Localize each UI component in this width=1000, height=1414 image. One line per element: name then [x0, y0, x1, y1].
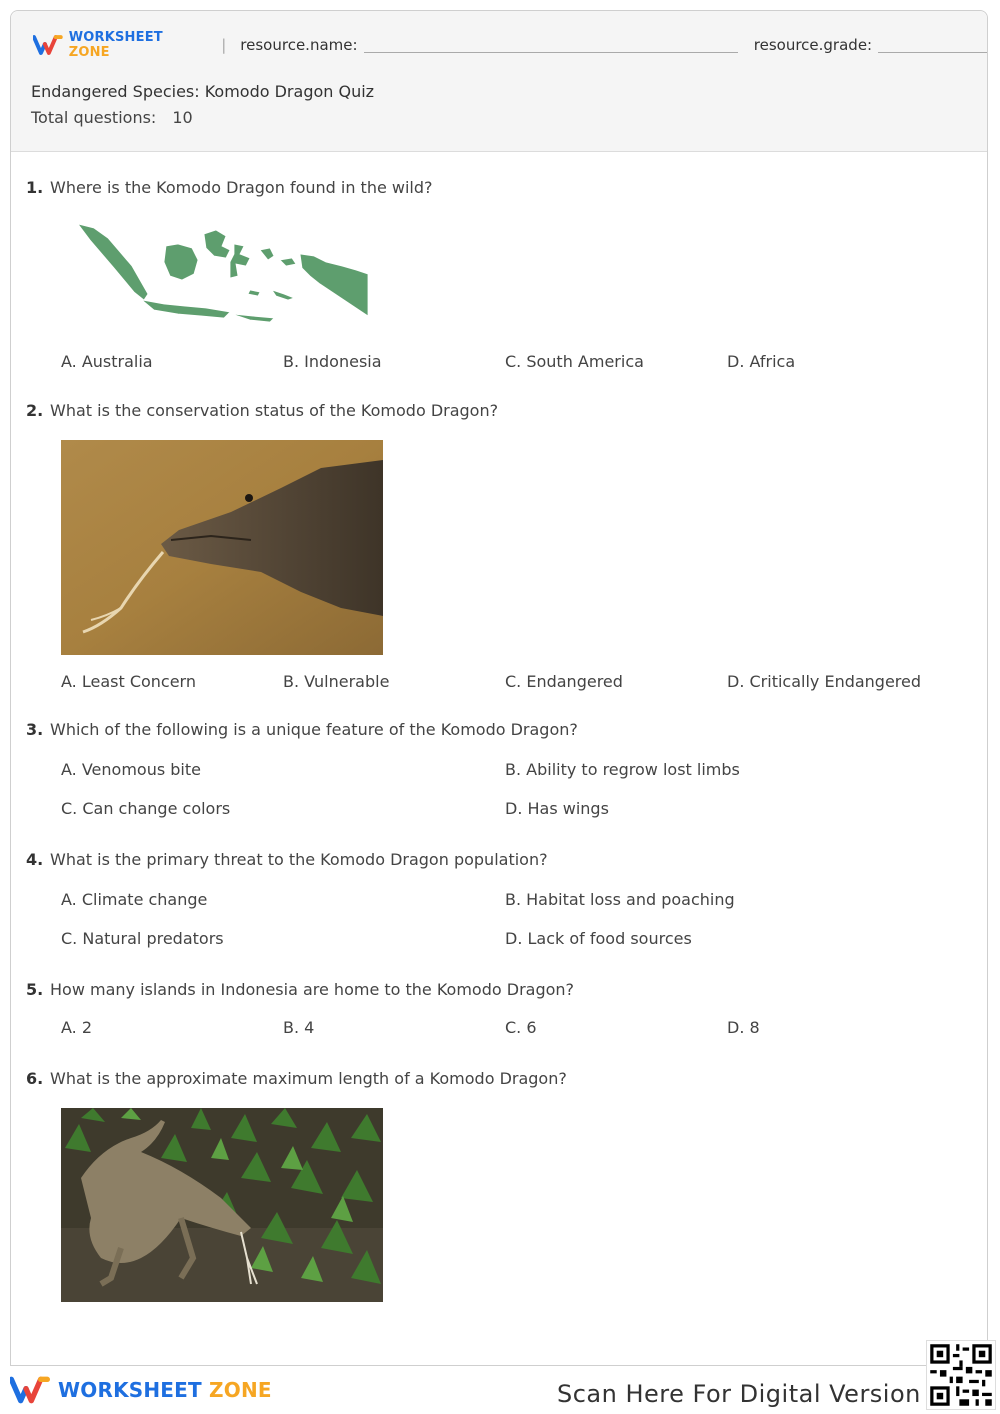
- resource-grade-label: resource.grade:: [753, 36, 873, 54]
- question-text: What is the approximate maximum length of a Komodo Dragon?: [50, 1069, 567, 1088]
- question-6: [26, 1069, 567, 1088]
- resource-grade-field[interactable]: [878, 38, 987, 53]
- question-text: Which of the following is a unique feature of the Komodo Dragon?: [50, 720, 578, 739]
- option-1a[interactable]: A. Australia: [61, 352, 153, 371]
- page-title: Endangered Species: Komodo Dragon Quiz: [31, 82, 375, 101]
- worksheetzone-logo-icon: [33, 35, 63, 55]
- question-5: [26, 980, 574, 999]
- option-5a[interactable]: A. 2: [61, 1018, 93, 1037]
- header-row: [33, 30, 987, 60]
- option-1b[interactable]: B. Indonesia: [283, 352, 382, 371]
- option-2d[interactable]: D. Critically Endangered: [727, 672, 922, 691]
- question-text: How many islands in Indonesia are home to the Komodo Dragon?: [50, 980, 575, 999]
- question-1: [26, 178, 433, 197]
- question-number: 5.: [26, 980, 44, 999]
- worksheet-header: [11, 11, 987, 152]
- question-number: 1.: [26, 178, 44, 197]
- option-4c[interactable]: C. Natural predators: [61, 929, 224, 948]
- header-separator: |: [221, 36, 227, 54]
- qr-code-icon: [927, 1341, 995, 1409]
- question-number: 3.: [26, 720, 44, 739]
- option-2c[interactable]: C. Endangered: [505, 672, 623, 691]
- question-number: 6.: [26, 1069, 44, 1088]
- total-questions: [31, 108, 193, 127]
- komodo-in-grass-photo: [61, 1108, 383, 1302]
- footer-divider: [10, 1365, 926, 1366]
- option-5c[interactable]: C. 6: [505, 1018, 537, 1037]
- question-text: Where is the Komodo Dragon found in the wild?: [50, 178, 433, 197]
- qr-code[interactable]: [926, 1340, 996, 1410]
- option-1d[interactable]: D. Africa: [727, 352, 796, 371]
- option-3a[interactable]: A. Venomous bite: [61, 760, 201, 779]
- komodo-head-photo: [61, 440, 383, 655]
- total-value: 10: [172, 108, 193, 127]
- scan-label: Scan Here For Digital Version: [557, 1380, 921, 1408]
- question-text: What is the conservation status of the Komodo Dragon?: [50, 401, 499, 420]
- footer-brand: [10, 1376, 272, 1404]
- resource-name-field[interactable]: [364, 38, 738, 53]
- indonesia-map-image: [74, 220, 370, 330]
- option-3c[interactable]: C. Can change colors: [61, 799, 231, 818]
- option-4b[interactable]: B. Habitat loss and poaching: [505, 890, 735, 909]
- worksheetzone-logo-icon: [10, 1376, 50, 1404]
- option-3d[interactable]: D. Has wings: [505, 799, 609, 818]
- question-number: 4.: [26, 850, 44, 869]
- option-5d[interactable]: D. 8: [727, 1018, 760, 1037]
- option-2b[interactable]: B. Vulnerable: [283, 672, 390, 691]
- footer-wordmark: WORKSHEET ZONE: [58, 1378, 272, 1402]
- option-4a[interactable]: A. Climate change: [61, 890, 208, 909]
- total-label: Total questions:: [31, 108, 157, 127]
- question-4: [26, 850, 548, 869]
- option-2a[interactable]: A. Least Concern: [61, 672, 196, 691]
- option-5b[interactable]: B. 4: [283, 1018, 315, 1037]
- question-2: [26, 401, 498, 420]
- question-number: 2.: [26, 401, 44, 420]
- option-1c[interactable]: C. South America: [505, 352, 644, 371]
- brand-wordmark: WORKSHEET ZONE: [68, 30, 163, 60]
- question-3: [26, 720, 578, 739]
- option-4d[interactable]: D. Lack of food sources: [505, 929, 692, 948]
- option-3b[interactable]: B. Ability to regrow lost limbs: [505, 760, 740, 779]
- question-text: What is the primary threat to the Komodo Dragon population?: [50, 850, 548, 869]
- resource-name-label: resource.name:: [240, 36, 358, 54]
